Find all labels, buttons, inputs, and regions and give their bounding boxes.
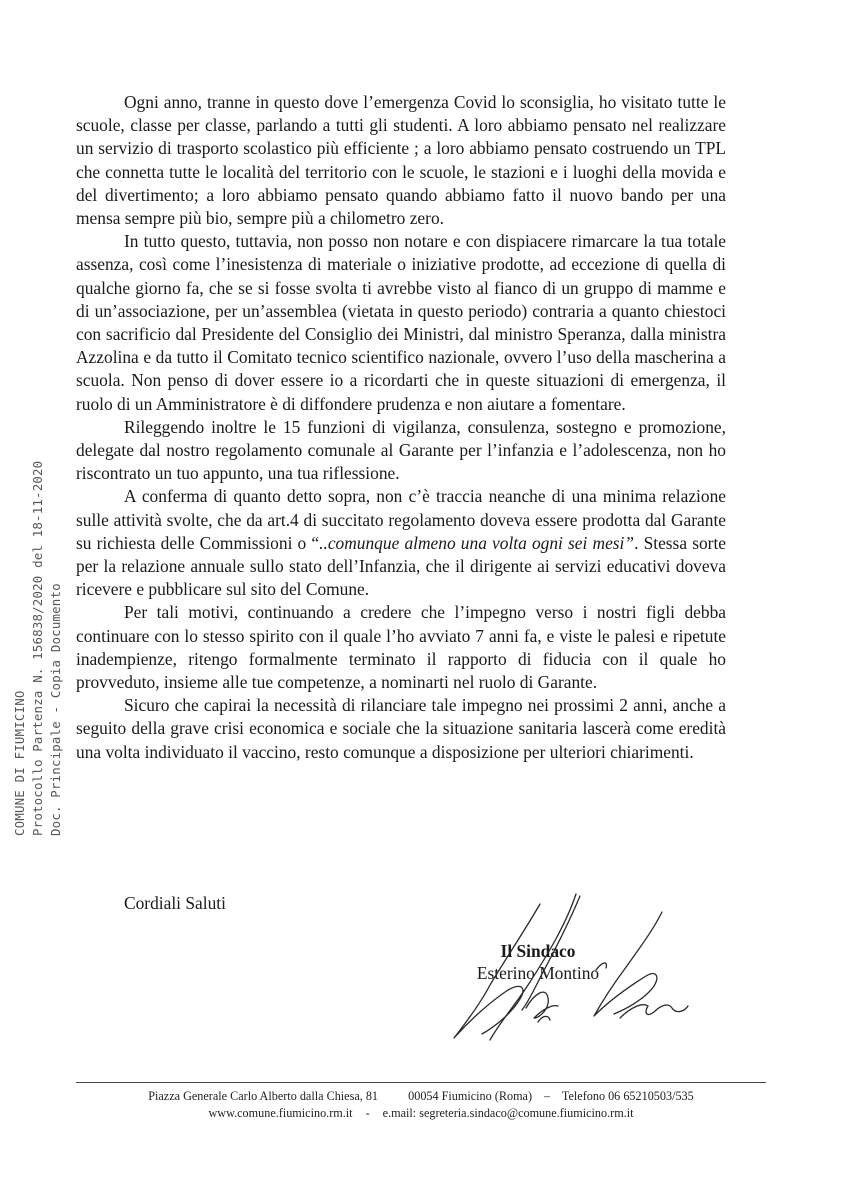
stamp-line-3: Doc. Principale - Copia Documento <box>48 583 63 836</box>
closing-salutation: Cordiali Saluti <box>124 893 226 913</box>
footer-line-1 <box>76 1088 766 1105</box>
protocol-stamp-svg <box>4 370 66 840</box>
footer-city: 00054 Fiumicino (Roma) <box>408 1089 533 1103</box>
paragraph-2: In tutto questo, tuttavia, non posso non notare e con dispiacere rimarcare la tua totale assenza, così come l’inesistenza di materiale o iniziative prodotte, ad eccezione di quella di qualche giorno fa, che se si fosse svolta ti avrebbe visto al fianco di un gruppo di mamme e di un’associazione, per un’assemblea (vietata in questo periodo) contraria a quanto chiestoci con sacrificio dal Presidente del Consiglio dei Ministri, dal ministro Speranza, dalla ministra Azzolina e da tutto il Comitato tecnico scientifico nazionale, ovvero l’uso della mascherina a scuola. Non penso di dover essere io a ricordarti che in queste situazioni di emergenza, il ruolo di un Amministratore è di diffondere prudenza e non aiutare a fomentare. <box>76 231 726 414</box>
footer-phone: Telefono 06 65210503/535 <box>561 1089 694 1103</box>
paragraph-3: Rileggendo inoltre le 15 funzioni di vigilanza, consulenza, sostegno e promozione, delegate dal nostro regolamento comunale al Garante per l’infanzia e l’adolescenza, non ho riscontrato un tuo appunto, una tua riflessione. <box>76 416 726 484</box>
paragraph-1: Ogni anno, tranne in questo dove l’emergenza Covid lo sconsiglia, ho visitato tutte le scuole, classe per classe, parlando a tutti gli studenti. A loro abbiamo pensato nel realizzare un servizio di trasporto scolastico più efficiente ; a loro abbiamo pensato costruendo un TPL che connetta tutte le località del territorio con le scuole, le stazioni e i luoghi della movida e del divertimento; a loro abbiamo pensato quando abbiamo fatto il nuovo bando per una mensa sempre più bio, sempre più a chilometro zero. <box>76 92 726 229</box>
signer-name: Esterino Montino <box>476 963 600 983</box>
stamp-line-1: COMUNE DI FIUMICINO <box>12 690 27 836</box>
stamp-line-2: Protocollo Partenza N. 156838/2020 del 18-11-2020 <box>30 460 45 836</box>
handwritten-signature <box>430 890 700 1050</box>
letterhead-footer <box>76 1088 766 1122</box>
footer-email: e.mail: segreteria.sindaco@comune.fiumicino.rm.it <box>382 1106 634 1120</box>
footer-dash: – <box>544 1089 551 1103</box>
footer-email-separator: - <box>365 1106 370 1120</box>
footer-line-2 <box>76 1105 766 1122</box>
paragraph-4-end: . Stessa sorte per la relazione annuale sullo stato dell’Infanzia, che il dirigente ai servizi educativi doveva ricevere e pubblicare sul sito del Comune. <box>76 532 726 600</box>
footer-address: Piazza Generale Carlo Alberto dalla Chiesa, 81 <box>148 1089 379 1103</box>
letter-body <box>76 91 726 764</box>
footer-divider <box>76 1082 766 1083</box>
signer-role: Il Sindaco <box>500 941 576 961</box>
paragraph-4 <box>76 485 726 601</box>
paragraph-4-quote: ..comunque almeno una volta ogni sei mesi” <box>319 532 635 553</box>
footer-website: www.comune.fiumicino.rm.it <box>208 1106 353 1120</box>
paragraph-6: Sicuro che capirai la necessità di rilanciare tale impegno nei prossimi 2 anni, anche a seguito della grave crisi economica e sociale che la situazione sanitaria lascerà come eredità una volta individuato il vaccino, resto comunque a disposizione per ulteriori chiarimenti. <box>76 695 726 762</box>
protocol-stamp <box>4 370 66 840</box>
paragraph-5: Per tali motivi, continuando a credere che l’impegno verso i nostri figli debba continuare con lo stesso spirito con il quale l’ho avviato 7 anni fa, e viste le palesi e ripetute inadempienze, ritengo formalmente terminato il rapporto di fiducia con il quale ho provveduto, insieme alle tue competenze, a nominarti nel ruolo di Garante. <box>76 602 726 693</box>
paragraph-4-start: A conferma di quanto detto sopra, non c’è traccia neanche di una minima relazione sulle attività svolte, che da art.4 di succitato regolamento doveva essere prodotta dal Garante su richiesta delle Commissioni o “ <box>76 486 726 553</box>
